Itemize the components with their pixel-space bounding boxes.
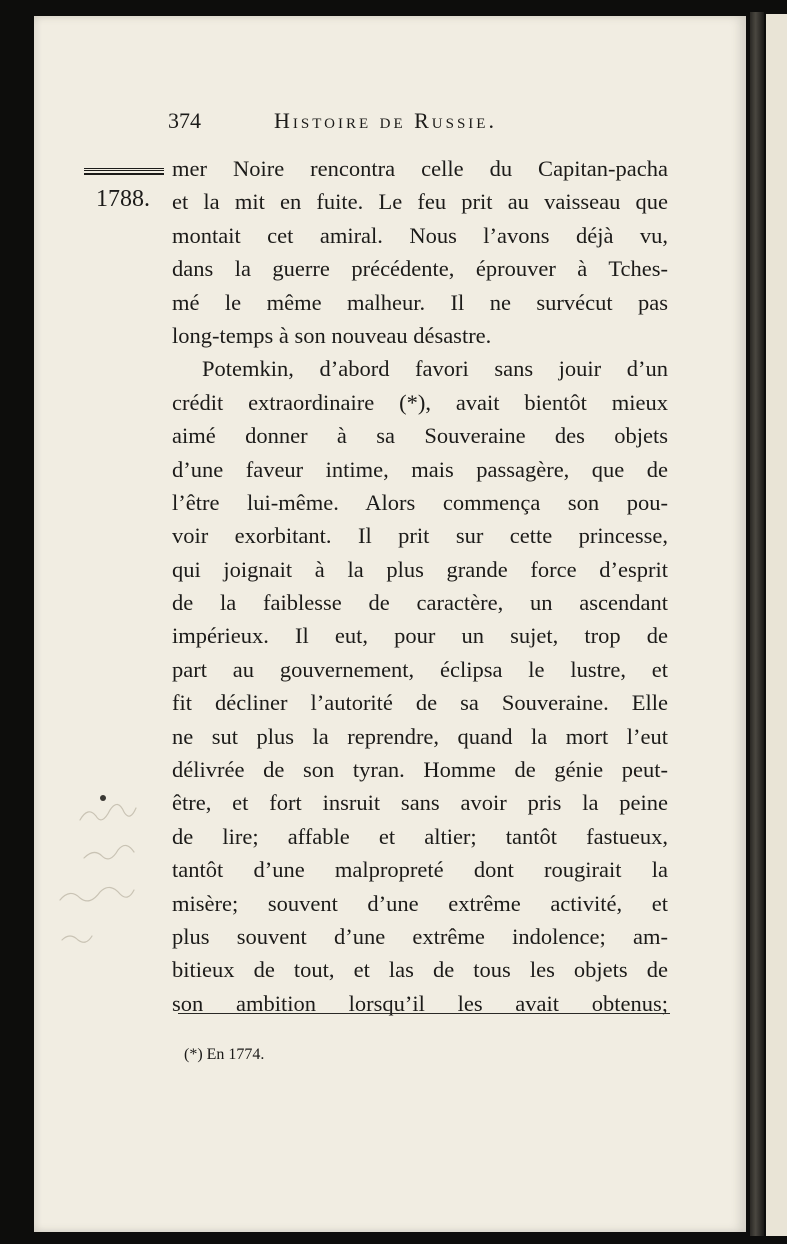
text-line: part au gouvernement, éclipsa le lustre, et [172, 656, 668, 682]
text-line: l’être lui-même. Alors commença son pou- [172, 489, 668, 515]
text-line: bitieux de tout, et las de tous les objets de [172, 957, 668, 983]
footnote: (*) En 1774. [184, 1046, 265, 1063]
text-line: long-temps à son nouveau désastre. [172, 322, 492, 348]
text-line: être, et fort insruit sans avoir pris la peine [172, 790, 668, 816]
text-line: et la mit en fuite. Le feu prit au vaisseau que [172, 189, 668, 215]
margin-rule [84, 168, 164, 175]
text-line: aimé donner à sa Souveraine des objets [172, 423, 668, 449]
text-line: mer Noire rencontra celle du Capitan-pacha [172, 156, 668, 181]
text-line: son ambition lorsqu’il les avait obtenus; [172, 990, 668, 1016]
ink-spot [100, 795, 106, 801]
text-line: ne sut plus la reprendre, quand la mort l’eut [172, 723, 668, 749]
text-line: de la faiblesse de caractère, un ascendant [172, 590, 668, 616]
text-line: de lire; affable et altier; tantôt fastueux, [172, 823, 668, 849]
text-line: dans la guerre précédente, éprouver à Tches- [172, 256, 668, 282]
adjacent-page-edge [766, 14, 787, 1236]
text-line: impérieux. Il eut, pour un sujet, trop de [172, 623, 668, 649]
text-line: Potemkin, d’abord favori sans jouir d’un [202, 356, 668, 382]
text-line: tantôt d’une malpropreté dont rougirait la [172, 857, 668, 883]
book-spine-edge [750, 12, 764, 1236]
page-number: 374 [168, 108, 201, 133]
text-line: délivrée de son tyran. Homme de génie peut- [172, 757, 668, 783]
text-line: fit décliner l’autorité de sa Souveraine. Elle [172, 690, 668, 716]
footnote-rule [178, 1013, 670, 1014]
text-line: d’une faveur intime, mais passagère, que de [172, 456, 668, 482]
body-text [172, 152, 668, 1020]
running-header [168, 108, 668, 138]
text-line: mé le même malheur. Il ne survécut pas [172, 289, 668, 315]
running-title: Histoire de Russie. [274, 108, 497, 133]
text-line: montait cet amiral. Nous l’avons déjà vu, [172, 222, 668, 248]
text-line: qui joignait à la plus grande force d’esprit [172, 556, 668, 582]
text-line: misère; souvent d’une extrême activité, et [172, 890, 668, 916]
text-line: voir exorbitant. Il prit sur cette princesse, [172, 523, 668, 549]
text-line: plus souvent d’une extrême indolence; am- [172, 923, 668, 949]
margin-year: 1788. [96, 186, 150, 212]
text-line: crédit extraordinaire (*), avait bientôt mieux [172, 389, 668, 415]
